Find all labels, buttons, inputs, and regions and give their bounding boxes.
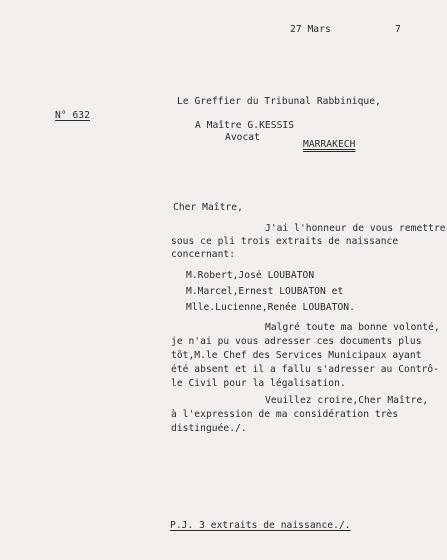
paragraph-2-line-3: tôt,M.le Chef des Services Municipaux ayant bbox=[171, 350, 422, 361]
name-item-1: M.Robert,José LOUBATON bbox=[186, 270, 315, 281]
paragraph-1-line-2: sous ce pli trois extraits de naissance bbox=[171, 236, 399, 247]
recipient-name: A Maître G.KESSIS bbox=[195, 120, 295, 131]
date: 27 Mars bbox=[290, 24, 331, 35]
paragraph-3-line-2: à l'expression de ma considération très bbox=[171, 409, 399, 420]
paragraph-2-line-2: je n'ai pu vous adresser ces documents plus bbox=[171, 336, 422, 347]
paragraph-3-line-3: distinguée./. bbox=[171, 423, 247, 434]
reference-number: N° 632 bbox=[55, 110, 90, 121]
recipient-city: MARRAKECH bbox=[303, 139, 356, 150]
name-item-3: Mlle.Lucienne,Renée LOUBATON. bbox=[186, 302, 355, 313]
paragraph-2-line-5: le Civil pour la légalisation. bbox=[171, 378, 346, 389]
paragraph-2-line-4: été absent et il a fallu s'adresser au Contrô- bbox=[171, 364, 439, 375]
recipient-title: Avocat bbox=[225, 132, 260, 143]
page-number: 7 bbox=[395, 24, 401, 35]
paragraph-2-line-1: Malgré toute ma bonne volonté, bbox=[265, 322, 440, 333]
sender-line: Le Greffier du Tribunal Rabbinique, bbox=[177, 96, 381, 107]
salutation: Cher Maître, bbox=[173, 202, 243, 213]
paragraph-3-line-1: Veuillez croire,Cher Maître, bbox=[265, 395, 429, 406]
name-item-2: M.Marcel,Ernest LOUBATON et bbox=[186, 286, 344, 297]
enclosure-note: P.J. 3 extraits de naissance./. bbox=[170, 520, 351, 531]
paragraph-1-line-3: concernant: bbox=[171, 249, 236, 260]
paragraph-1-line-1: J'ai l'honneur de vous remettre bbox=[265, 223, 446, 234]
